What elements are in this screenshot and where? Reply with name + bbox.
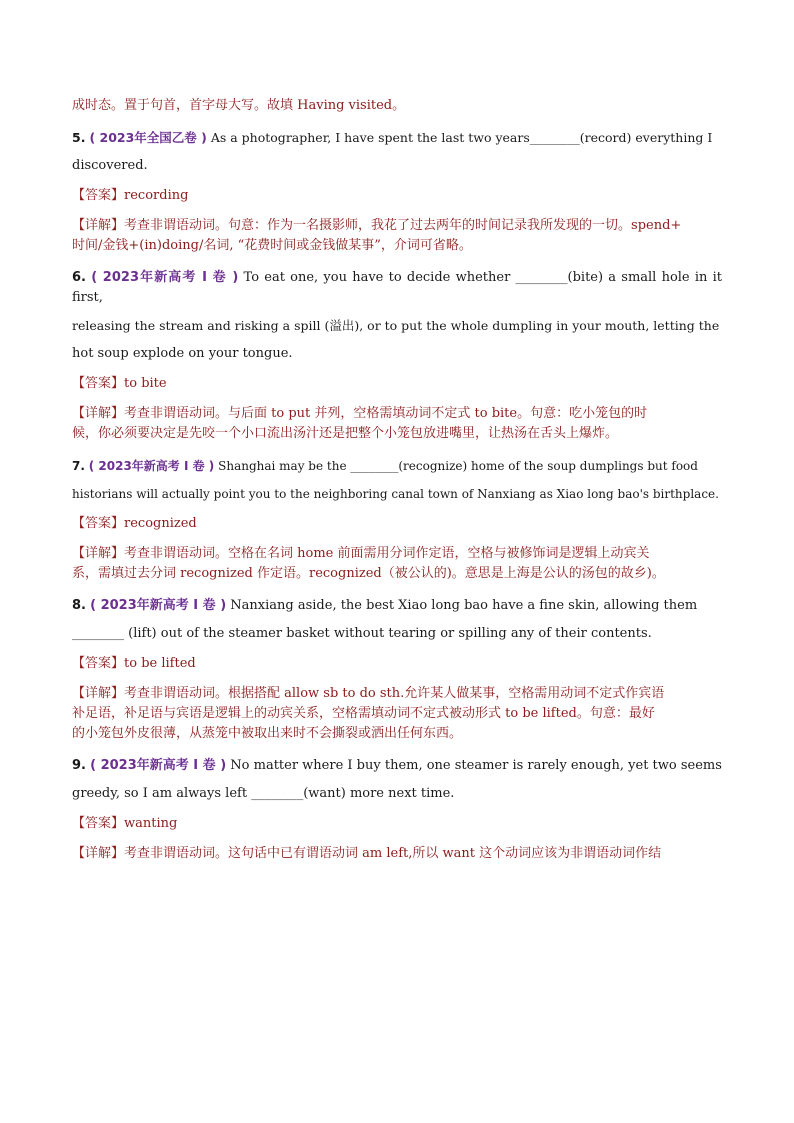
detail-text-cont: 系，需填过去分词 recognized 作定语。recognized（被公认的)。意思是上海是公认的汤包的故乡)。 [72,566,665,581]
detail-text-cont: 时间/金钱+(in)doing/名词, “花费时间或金钱做某事”，介词可省略。 [72,238,472,253]
question-7 [72,456,722,584]
answer-line [72,186,722,206]
detail-line [72,404,722,424]
detail-text: 考查非谓语动词。空格在名词 home 前面需用分词作定语，空格与被修饰词是逻辑上动宾关 [124,546,650,561]
question-line [72,456,722,476]
question-source: ( 2023年新高考 I 卷 ) [91,270,239,285]
question-number: 5. [72,130,86,145]
detail-label: 【详解】 [72,218,125,233]
detail-text-cont: 的小笼包外皮很薄，从蒸笼中被取出来时不会撕裂或洒出任何东西。 [72,726,463,741]
answer-line [72,514,722,534]
question-text: To eat one, you have to decide whether ________(bite) a small hole in it first, [72,270,723,305]
question-6 [72,268,722,444]
answer-value: to be lifted [124,656,196,671]
question-number: 7. [72,459,85,473]
question-line [72,596,722,616]
answer-value: recording [124,188,189,203]
question-text: Nanxiang aside, the best Xiao long bao have a fine skin, allowing them [230,598,698,613]
detail-line [72,216,722,236]
detail-text: 考查非谓语动词。与后面 to put 并列，空格需填动词不定式 to bite。句意：吃小笼包的时 [124,406,648,421]
question-source: ( 2023年新高考 I 卷 ) [90,598,227,613]
question-text: Shanghai may be the ________(recognize) home of the soup dumplings but food [218,459,698,473]
question-text-cont: historians will actually point you to the neighboring canal town of Nanxiang as Xiao long bao's birthplace. [72,487,719,501]
detail-text: 考查非谓语动词。根据搭配 allow sb to do sth.允许某人做某事，空格需用动词不定式作宾语 [124,686,665,701]
detail-text-cont: 候，你必须要决定是先咬一个小口流出汤汁还是把整个小笼包放进嘴里，让热汤在舌头上爆炸。 [72,426,619,441]
question-number: 9. [72,758,86,773]
question-text-cont: releasing the stream and risking a spill (溢出), or to put the whole dumpling in your mouth, letting the [72,318,720,333]
intro-line: 成时态。置于句首，首字母大写。故填 Having visited。 [72,98,406,113]
answer-value: wanting [124,816,178,831]
document-page [72,96,722,864]
question-text-cont: discovered. [72,158,148,173]
question-text-cont: ________ (lift) out of the steamer basket without tearing or spilling any of their contents. [72,626,652,641]
question-source: ( 2023年新高考 I 卷 ) [90,758,227,773]
question-text-cont: hot soup explode on your tongue. [72,346,293,361]
detail-text: 考查非谓语动词。这句话中已有谓语动词 am left,所以 want 这个动词应该为非谓语动词作结 [124,846,662,861]
answer-value: recognized [124,516,197,531]
detail-text-cont: 补足语，补足语与宾语是逻辑上的动宾关系，空格需填动词不定式被动形式 to be lifted。句意：最好 [72,706,655,721]
detail-text: 考查非谓语动词。句意：作为一名摄影师，我花了过去两年的时间记录我所发现的一切。spend+ [124,218,682,233]
question-source: ( 2023年新高考 I 卷 ) [88,459,215,473]
detail-label: 【详解】 [72,406,125,421]
question-text: No matter where I buy them, one steamer is rarely enough, yet two seems [230,758,722,773]
answer-value: to bite [124,376,167,391]
question-text-cont: greedy, so I am always left ________(want) more next time. [72,786,455,801]
question-number: 6. [72,270,86,285]
question-8 [72,596,722,744]
question-9 [72,756,722,864]
detail-line [72,844,722,864]
detail-label: 【详解】 [72,846,125,861]
answer-label: 【答案】 [72,516,125,531]
answer-line [72,814,722,834]
detail-line [72,684,722,704]
answer-label: 【答案】 [72,656,125,671]
detail-label: 【详解】 [72,686,125,701]
question-text: As a photographer, I have spent the last two years________(record) everything I [210,130,713,145]
question-line [72,756,722,776]
question-source: ( 2023年全国乙卷 ) [89,130,207,145]
answer-line [72,654,722,674]
question-number: 8. [72,598,86,613]
answer-label: 【答案】 [72,188,125,203]
answer-line [72,374,722,394]
question-line [72,268,722,308]
answer-label: 【答案】 [72,376,125,391]
question-line [72,128,722,148]
detail-line [72,544,722,564]
question-5 [72,128,722,256]
answer-label: 【答案】 [72,816,125,831]
detail-label: 【详解】 [72,546,125,561]
